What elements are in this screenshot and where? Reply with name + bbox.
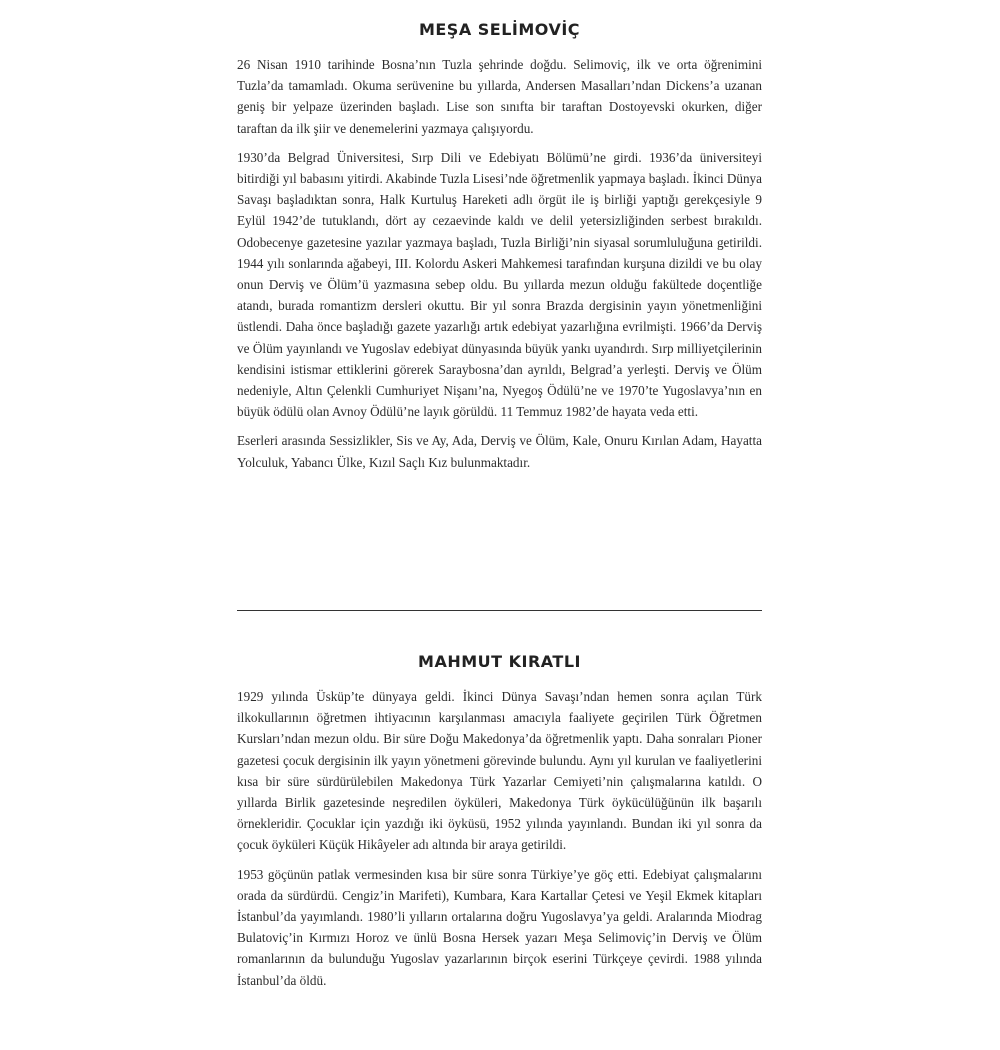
section-title: MEŞA SELİMOVİÇ [418,20,581,39]
biography-paragraph: 1930’da Belgrad Üniversitesi, Sırp Dili ve Edebiyatı Bölümü’ne girdi. 1936’da üniversiteyi bitirdiği yıl babasını yitirdi. Akabinde Tuzla Lisesi’nde öğretmenlik yapmaya başladı. İkinci Dünya Savaşı başladıktan sonra, Halk Kurtuluş Hareketi adlı örgüt ile iş birliği yaptığı gerekçesiyle 9 Eylül 1942’de tutuklandı, dört ay cezaevinde kaldı ve delil yetersizliğinden serbest bırakıldı. Odobecenye gazetesine yazılar yazmaya başladı, Tuzla Birliği’nin siyasal sorumluluğuna getirildi. 1944 yılı sonlarında ağabeyi, III. Kolordu Askeri Mahkemesi tarafından kurşuna dizildi ve bu olay onun Derviş ve Ölüm’ü yazmasına sebep oldu. Bu yıllarda mezun olduğu fakültede doçentliğe atandı, burada romantizm dersleri okuttu. Bir yıl sonra Brazda dergisinin yayın yönetmenliğini üstlendi. Daha önce başladığı gazete yazarlığı artık edebiyat yazarlığına evrilmişti. 1966’da Derviş ve Ölüm yayınlandı ve Yugoslav edebiyat dünyasında büyük yankı uyandırdı. Sırp milliyetçilerinin kendisini istismar ettiklerini görerek Saraybosna’dan ayrıldı, Belgrad’a yerleşti. Derviş ve Ölüm nedeniyle, Altın Çelenkli Cumhuriyet Nişanı’na, Nyegoş Ödülü’ne ve 1970’te Yugoslavya’nın en büyük ödülü olan Avnoy Ödülü’ne layık görüldü. 11 Temmuz 1982’de hayata veda etti. [237,149,762,420]
works-paragraph: Eserleri arasında Sessizlikler, Sis ve Ay, Ada, Derviş ve Ölüm, Kale, Onuru Kırılan Adam, Hayatta Yolculuk, Yabancı Ülke, Kızıl Saçlı Kız bulunmaktadır. [237,433,762,470]
section-divider-wrap [237,610,762,611]
section-divider [237,610,762,611]
biography-paragraph: 1929 yılında Üsküp’te dünyaya geldi. İkinci Dünya Savaşı’ndan hemen sonra açılan Türk ilkokullarının öğretmen ihtiyacının karşılanması amacıyla faaliyete geçirilen Türk Öğretmen Kursları’ndan mezun oldu. Bir süre Doğu Makedonya’da öğretmenlik yaptı. Daha sonraları Pioner gazetesi çocuk dergisinin ilk yayın yönetmeni görevinde bulundu. Aynı yıl kurulan ve faaliyetlerini kısa bir süre sürdürülebilen Makedonya Türk Yazarlar Cemiyeti’nin çalışmalarına katıldı. O yıllarda Birlik gazetesinde neşredilen öyküleri, Makedonya Türk öykücülüğünün ilk başarılı örnekleridir. Çocuklar için yazdığı iki öyküsü, 1952 yılında yayınlandı. Bundan iki yıl sonra da çocuk öyküleri Küçük Hikâyeler adı altında bir araya getirildi. [237,689,762,853]
biography-paragraph: 26 Nisan 1910 tarihinde Bosna’nın Tuzla şehrinde doğdu. Selimoviç, ilk ve orta öğrenimini Tuzla’da tamamladı. Okuma serüvenine bu yıllarda, Andersen Masalları’ndan Dickens’a uzanan geniş bir yelpaze üzerinden başladı. Lise son sınıfta bir taraftan Dostoyevski okurken, diğer taraftan da ilk şiir ve denemelerini yazmaya çalışıyordu. [237,57,762,136]
biography-paragraph: 1953 göçünün patlak vermesinden kısa bir süre sonra Türkiye’ye göç etti. Edebiyat çalışmalarını orada da sürdürdü. Cengiz’in Marifeti), Kumbara, Kara Kartallar Çetesi ve Yeşil Ekmek kitapları İstanbul’da yayımlandı. 1980’li yılların ortalarına doğru Yugoslavya’ya geldi. Aralarında Miodrag Bulatoviç’in Kırmızı Horoz ve ünlü Bosna Hersek yazarı Meşa Selimoviç’in Derviş ve Ölüm romanlarının da bulunduğu Yugoslav yazarlarının birçok eserini Türkçeye çevirdi. 1988 yılında İstanbul’da öldü. [237,866,762,988]
section-title: MAHMUT KIRATLI [418,652,581,671]
section-mahmut-kiratli [237,650,762,999]
section-mesa-selimovic [237,18,762,481]
